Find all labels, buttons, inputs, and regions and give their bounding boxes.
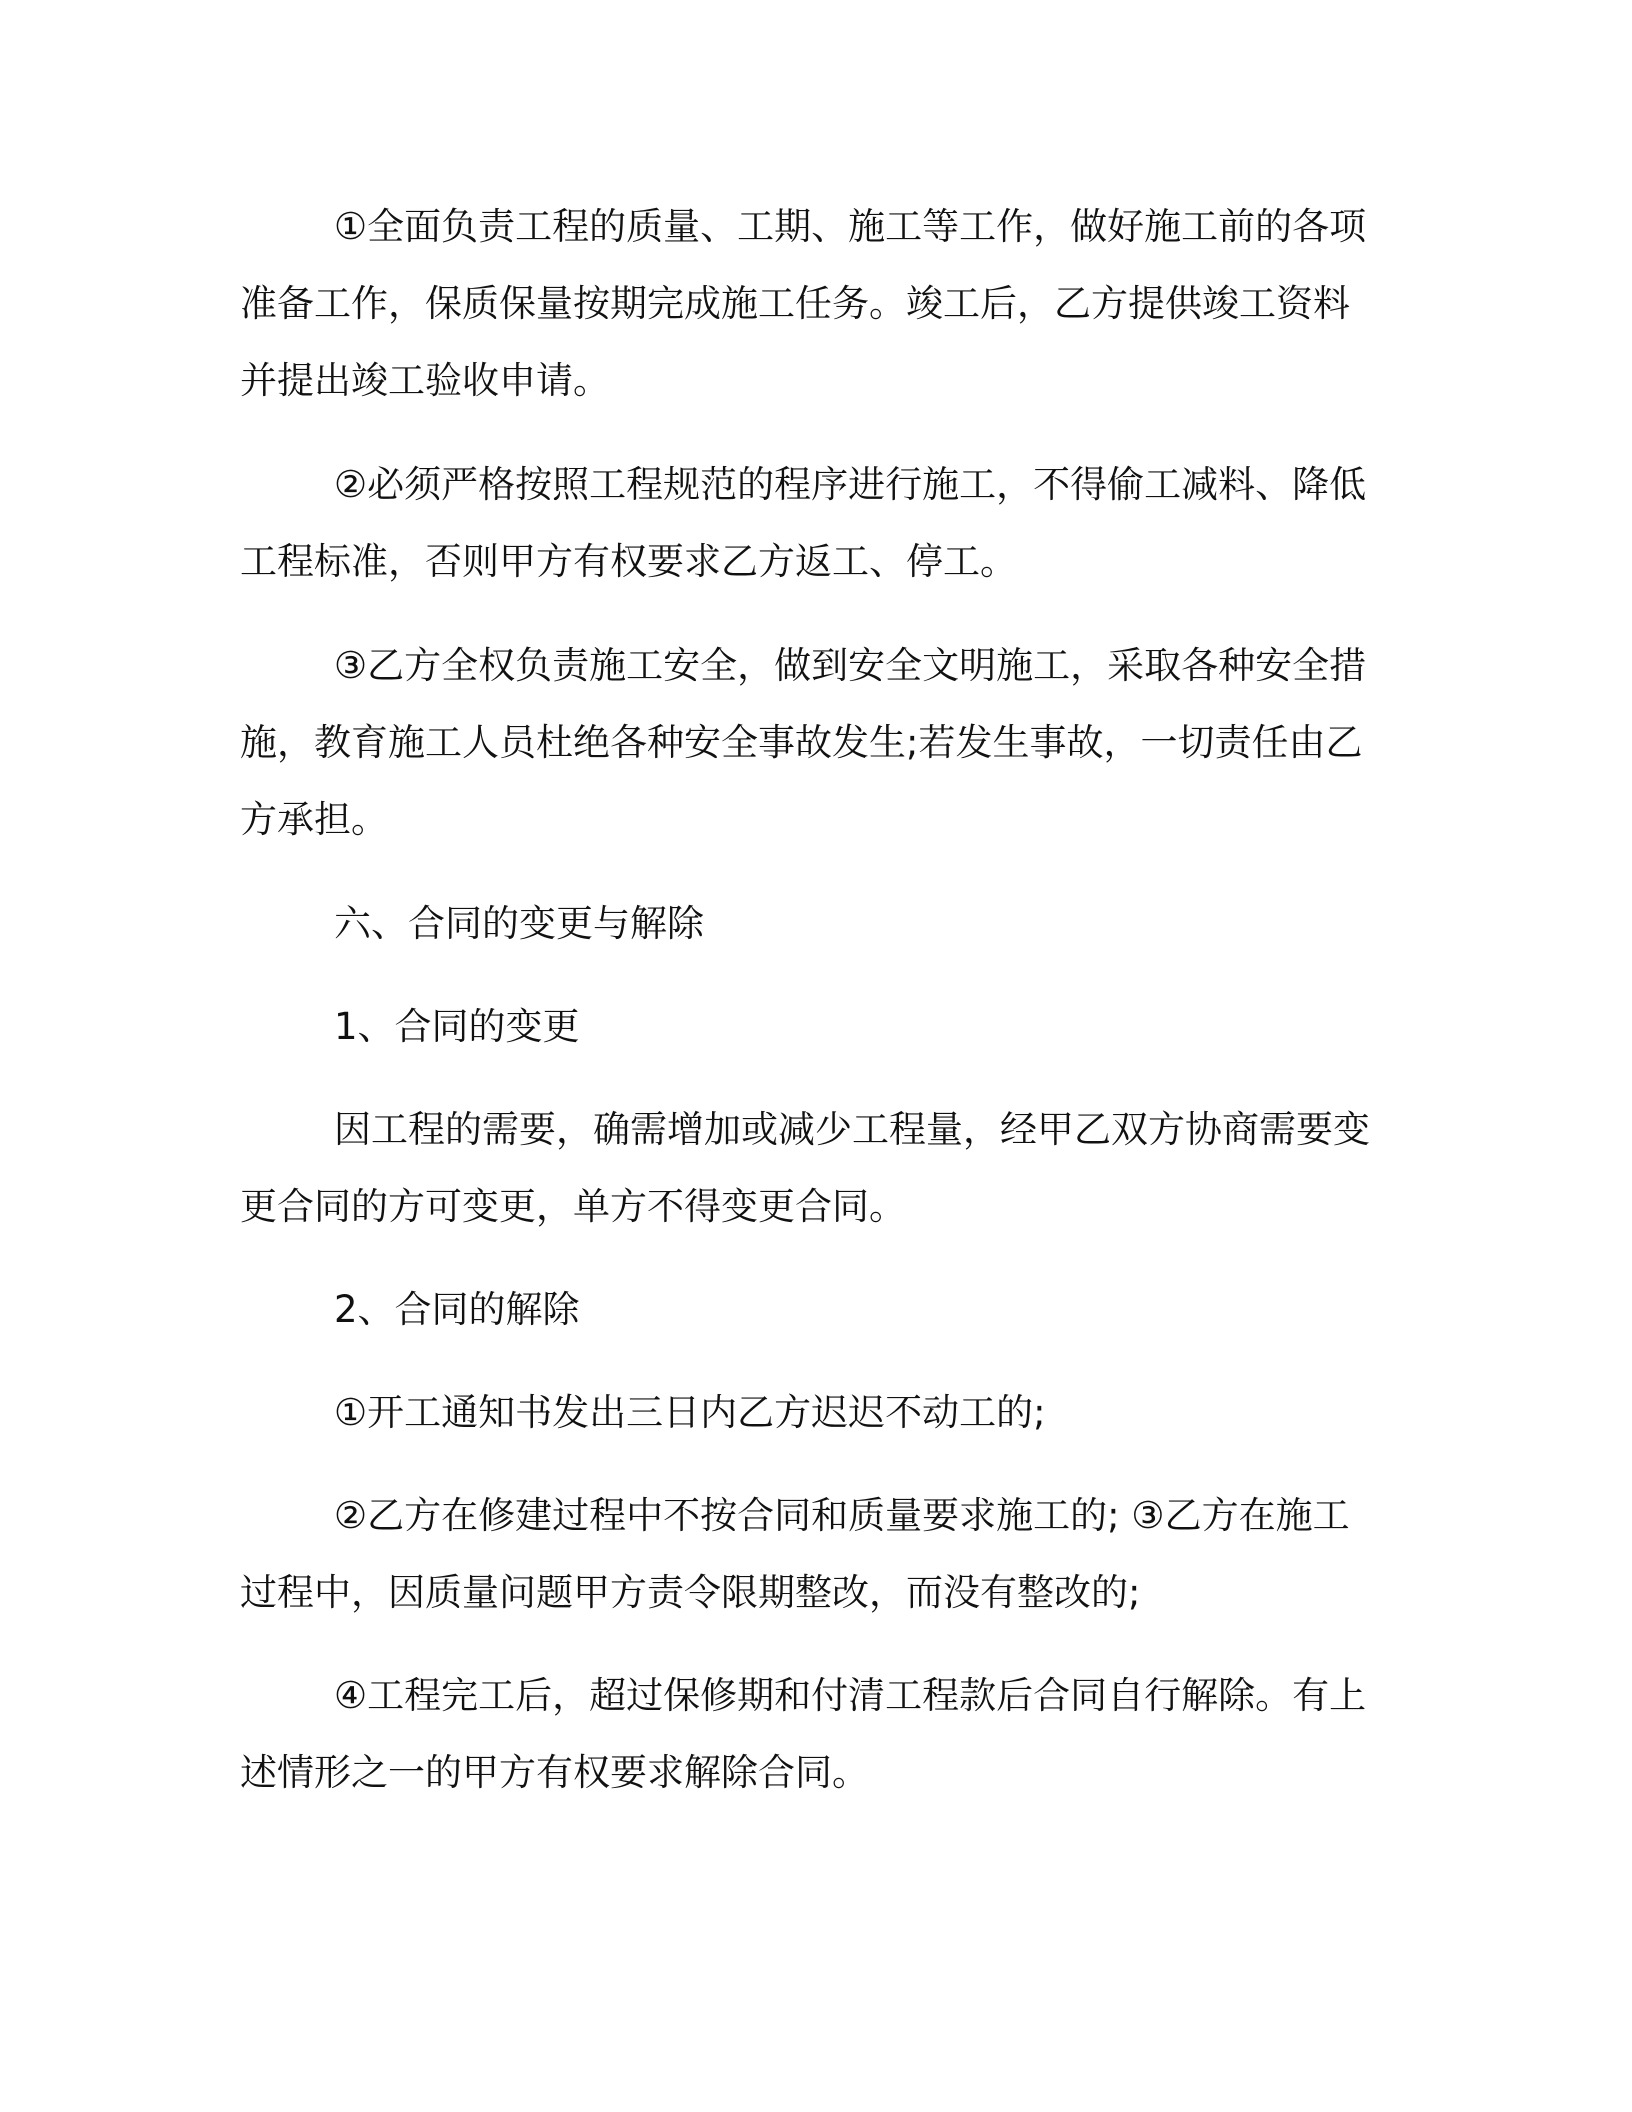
section-heading-6: 六、合同的变更与解除 bbox=[334, 902, 704, 945]
subsection-heading-1: 1、合同的变更 bbox=[334, 1005, 580, 1048]
clause-paragraph-3: ③乙方全权负责施工安全，做到安全文明施工，采取各种安全措施，教育施工人员杜绝各种安全事故发生;若发生事故，一切责任由乙方承担。 bbox=[240, 644, 1367, 841]
termination-item-2-3: ②乙方在修建过程中不按合同和质量要求施工的; ③乙方在施工过程中，因质量问题甲方责令限期整改，而没有整改的; bbox=[240, 1494, 1350, 1614]
clause-paragraph-1: ①全面负责工程的质量、工期、施工等工作，做好施工前的各项准备工作，保质保量按期完成施工任务。竣工后，乙方提供竣工资料并提出竣工验收申请。 bbox=[240, 205, 1367, 402]
subsection-heading-2: 2、合同的解除 bbox=[334, 1288, 580, 1331]
clause-paragraph-2: ②必须严格按照工程规范的程序进行施工，不得偷工减料、降低工程标准，否则甲方有权要求乙方返工、停工。 bbox=[240, 463, 1367, 583]
contract-change-paragraph: 因工程的需要，确需增加或减少工程量，经甲乙双方协商需要变更合同的方可变更，单方不得变更合同。 bbox=[240, 1108, 1370, 1228]
termination-item-1: ①开工通知书发出三日内乙方迟迟不动工的; bbox=[334, 1391, 1046, 1434]
document-body bbox=[240, 188, 1380, 1811]
termination-item-4: ④工程完工后，超过保修期和付清工程款后合同自行解除。有上述情形之一的甲方有权要求解除合同。 bbox=[240, 1674, 1367, 1794]
